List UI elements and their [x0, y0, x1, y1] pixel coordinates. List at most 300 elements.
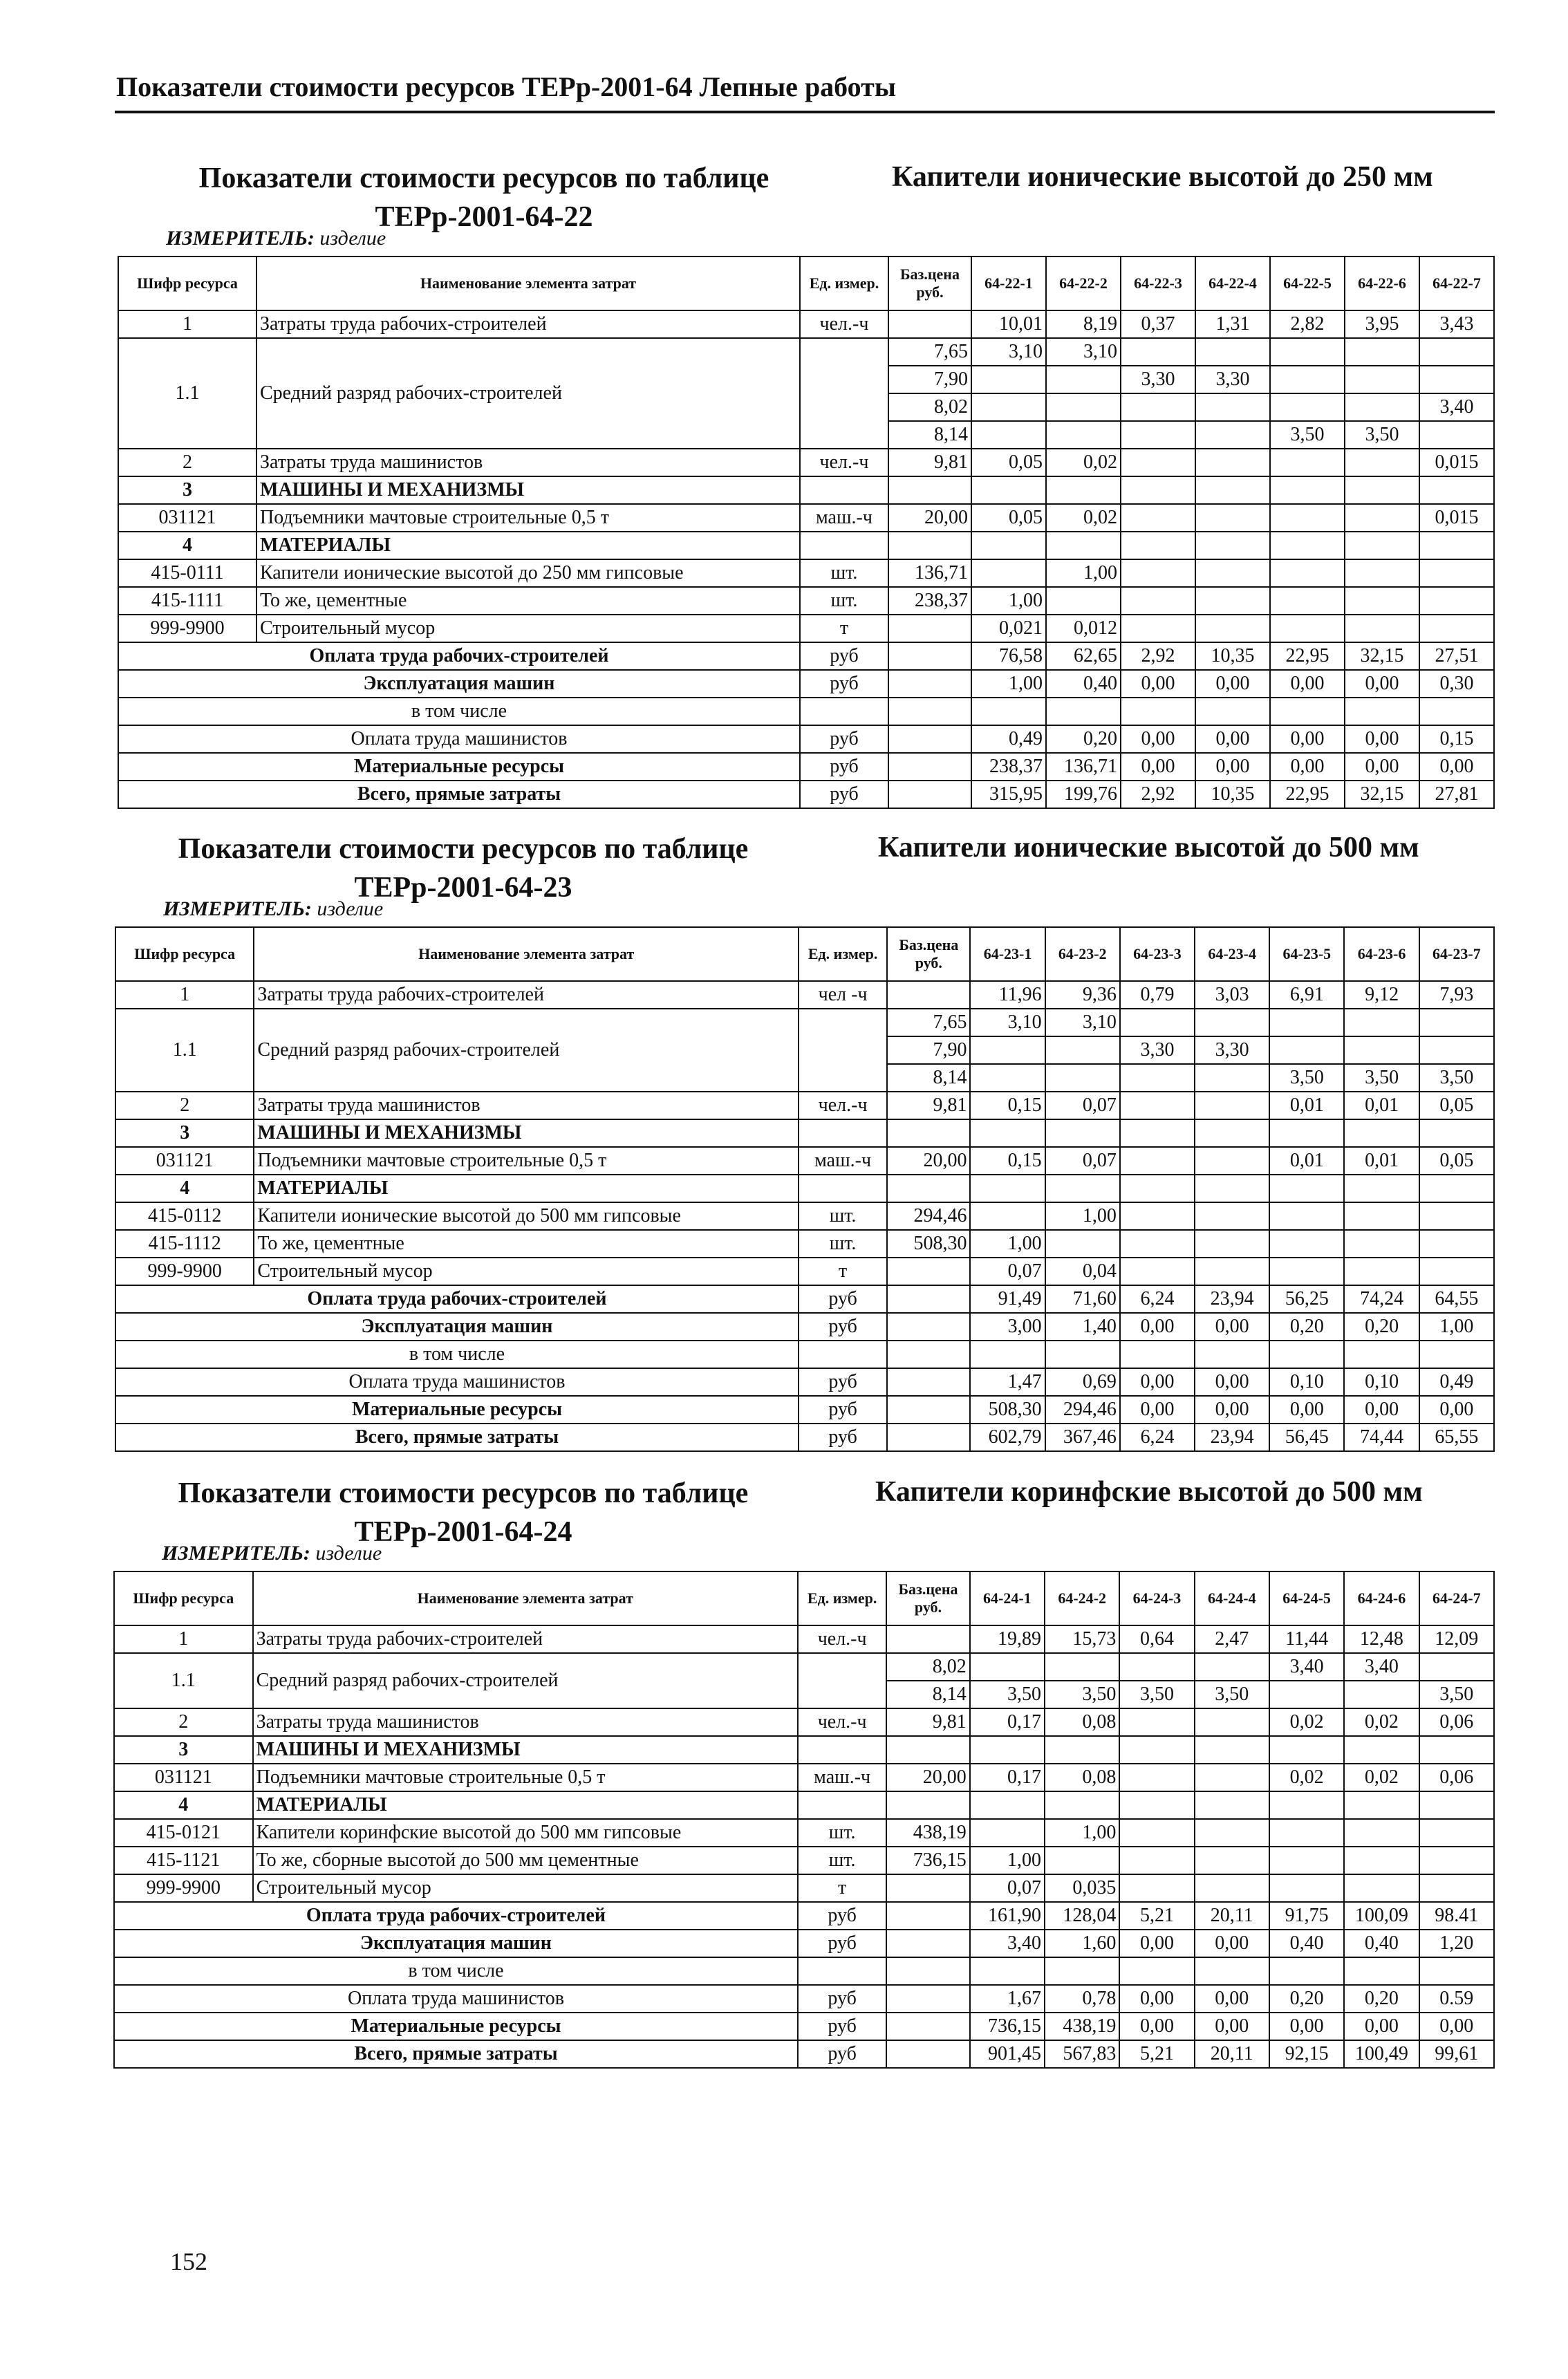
column-header-rate: 64-22-1: [971, 256, 1046, 310]
cell-code: 4: [114, 1791, 253, 1819]
meter-value: изделие: [319, 227, 386, 250]
column-header-rate: 64-22-5: [1270, 256, 1345, 310]
cell-value: 0,08: [1045, 1764, 1119, 1791]
cell-value: 3,50: [1045, 1681, 1119, 1708]
cell-value: [1419, 615, 1494, 642]
cell-name: Затраты труда машинистов: [253, 1708, 798, 1736]
summary-value: 0,20: [1344, 1985, 1419, 2013]
column-header-code: Шифр ресурса: [118, 256, 256, 310]
cell-price: [888, 476, 971, 504]
cell-value: 1,00: [970, 1230, 1045, 1258]
summary-label: в том числе: [115, 1341, 799, 1368]
cell-value: [1119, 1764, 1194, 1791]
cell-value: [1419, 1009, 1494, 1036]
cell-value: 11,96: [970, 981, 1045, 1009]
summary-value: 0,00: [1419, 753, 1494, 781]
cell-value: 0,04: [1045, 1258, 1120, 1285]
summary-value: 0,00: [1119, 2013, 1194, 2040]
summary-value: 1,00: [1419, 1313, 1494, 1341]
table-row: [115, 981, 1494, 1009]
cell-value: [1195, 421, 1270, 449]
summary-price: [886, 2040, 969, 2068]
summary-value: 0,00: [1121, 753, 1195, 781]
cell-value: [1419, 559, 1494, 587]
cell-value: [1419, 366, 1494, 393]
cell-unit: шт.: [798, 1819, 886, 1847]
summary-price: [887, 1368, 970, 1396]
table-row: [115, 1147, 1494, 1175]
resource-table: [118, 256, 1495, 809]
table-row: [118, 587, 1494, 615]
cell-value: [970, 1819, 1045, 1847]
cell-value: [1419, 476, 1494, 504]
cell-value: [1345, 587, 1419, 615]
cell-value: [1419, 1819, 1494, 1847]
summary-value: [970, 1957, 1045, 1985]
cell-price: 508,30: [887, 1230, 970, 1258]
cell-name: Средний разряд рабочих-строителей: [254, 1009, 799, 1092]
cell-value: [1195, 1736, 1269, 1764]
summary-row: [115, 1368, 1494, 1396]
cell-value: [1269, 1036, 1344, 1064]
cell-value: [1269, 1736, 1344, 1764]
cell-code: 2: [118, 449, 256, 476]
summary-value: [1120, 1341, 1195, 1368]
cell-name: Строительный мусор: [253, 1874, 798, 1902]
cell-value: [970, 1653, 1045, 1681]
cell-value: [1120, 1009, 1195, 1036]
summary-unit: руб: [799, 1368, 887, 1396]
column-header-rate: 64-23-6: [1344, 927, 1419, 981]
summary-value: [1269, 1341, 1344, 1368]
section-subtitle: Капители ионические высотой до 250 мм: [892, 161, 1433, 193]
summary-value: 0,20: [1344, 1313, 1419, 1341]
cell-price: [886, 1625, 969, 1653]
cell-value: [1195, 1147, 1269, 1175]
table-row: [114, 1736, 1494, 1764]
cell-value: [1195, 1653, 1269, 1681]
summary-row: [118, 725, 1494, 753]
summary-value: 0,00: [1270, 753, 1345, 781]
cell-value: [1344, 1736, 1419, 1764]
summary-unit: [798, 1957, 886, 1985]
cell-value: [1270, 587, 1345, 615]
cell-value: [971, 366, 1046, 393]
column-header-rate: 64-22-3: [1121, 256, 1195, 310]
cell-value: [1121, 449, 1195, 476]
cell-value: 0,79: [1120, 981, 1195, 1009]
cell-price: 20,00: [887, 1147, 970, 1175]
summary-value: [970, 1341, 1045, 1368]
summary-label: Эксплуатация машин: [118, 670, 800, 698]
cell-value: [1045, 1653, 1119, 1681]
cell-value: 2,47: [1195, 1625, 1269, 1653]
cell-value: 0,06: [1419, 1764, 1494, 1791]
table-row: [115, 1230, 1494, 1258]
cell-value: [1120, 1175, 1195, 1202]
cell-value: [1344, 1874, 1419, 1902]
cell-value: 0,05: [971, 504, 1046, 532]
cell-unit: чел.-ч: [799, 1092, 887, 1119]
summary-value: [1045, 1957, 1119, 1985]
summary-value: 0,00: [1344, 2013, 1419, 2040]
cell-price: [886, 1791, 969, 1819]
summary-value: 736,15: [970, 2013, 1045, 2040]
meter-value: изделие: [317, 897, 384, 920]
cell-value: [1119, 1819, 1194, 1847]
cell-value: [1269, 1847, 1344, 1874]
cell-value: 0,02: [1269, 1708, 1344, 1736]
summary-unit: руб: [798, 2040, 886, 2068]
table-row: [115, 1009, 1494, 1036]
cell-unit: шт.: [798, 1847, 886, 1874]
cell-name: МАШИНЫ И МЕХАНИЗМЫ: [254, 1119, 799, 1147]
cell-value: [1270, 393, 1345, 421]
summary-value: 22,95: [1270, 642, 1345, 670]
summary-value: 0,00: [1419, 1396, 1494, 1424]
summary-value: 1,20: [1419, 1930, 1494, 1957]
table-row: [118, 338, 1494, 366]
summary-value: 0,00: [1120, 1396, 1195, 1424]
cell-price: [887, 1175, 970, 1202]
summary-label: Эксплуатация машин: [115, 1313, 799, 1341]
summary-value: [1419, 1341, 1494, 1368]
summary-value: 1,67: [970, 1985, 1045, 2013]
column-header-code: Шифр ресурса: [114, 1571, 253, 1625]
cell-code: 1: [118, 310, 256, 338]
summary-value: 23,94: [1195, 1424, 1269, 1451]
summary-value: 0,00: [1270, 725, 1345, 753]
summary-value: 0,00: [1344, 1396, 1419, 1424]
cell-value: [970, 1791, 1045, 1819]
cell-value: 0,05: [1419, 1147, 1494, 1175]
summary-label: Оплата труда рабочих-строителей: [118, 642, 800, 670]
cell-value: 0,01: [1344, 1092, 1419, 1119]
cell-value: [1121, 338, 1195, 366]
cell-value: 0,015: [1419, 504, 1494, 532]
summary-value: 32,15: [1345, 642, 1419, 670]
column-header-price: Баз.цена руб.: [886, 1571, 969, 1625]
cell-value: [1345, 393, 1419, 421]
cell-code: 1: [115, 981, 254, 1009]
page-header: Показатели стоимости ресурсов ТЕРр-2001-64 Лепные работы: [116, 71, 897, 102]
cell-name: Затраты труда рабочих-строителей: [253, 1625, 798, 1653]
cell-value: [971, 532, 1046, 559]
summary-value: 0,00: [1195, 1930, 1269, 1957]
cell-value: 0,17: [970, 1708, 1045, 1736]
cell-value: [1344, 1202, 1419, 1230]
cell-unit: шт.: [800, 587, 888, 615]
summary-row: [114, 1985, 1494, 2013]
cell-name: МАТЕРИАЛЫ: [254, 1175, 799, 1202]
summary-unit: руб: [800, 781, 888, 808]
summary-value: 56,45: [1269, 1424, 1344, 1451]
summary-value: 0,40: [1046, 670, 1121, 698]
summary-value: 23,94: [1195, 1285, 1269, 1313]
summary-value: [1195, 1341, 1269, 1368]
meter-label: ИЗМЕРИТЕЛЬ:: [162, 1542, 310, 1565]
table-row: [118, 310, 1494, 338]
cell-value: [971, 476, 1046, 504]
summary-unit: руб: [799, 1313, 887, 1341]
cell-code: 415-1112: [115, 1230, 254, 1258]
cell-value: [1419, 1736, 1494, 1764]
cell-value: 0,01: [1344, 1147, 1419, 1175]
section-title: Показатели стоимости ресурсов по таблице ТЕРр-2001-64-24: [178, 1477, 749, 1548]
cell-value: [1120, 1258, 1195, 1285]
cell-name: То же, цементные: [256, 587, 800, 615]
cell-unit: т: [798, 1874, 886, 1902]
table-row: [114, 1625, 1494, 1653]
cell-value: [1195, 532, 1270, 559]
cell-value: [1419, 421, 1494, 449]
summary-row: [115, 1313, 1494, 1341]
summary-value: 71,60: [1045, 1285, 1120, 1313]
summary-row: [114, 1902, 1494, 1930]
cell-value: [1195, 1764, 1269, 1791]
summary-price: [887, 1341, 970, 1368]
column-header-rate: 64-23-3: [1120, 927, 1195, 981]
cell-value: 0,01: [1269, 1092, 1344, 1119]
cell-price: [887, 981, 970, 1009]
cell-value: [1121, 393, 1195, 421]
cell-name: То же, сборные высотой до 500 мм цементные: [253, 1847, 798, 1874]
cell-code: 031121: [114, 1764, 253, 1791]
summary-value: 76,58: [971, 642, 1046, 670]
cell-value: 2,82: [1270, 310, 1345, 338]
summary-value: 438,19: [1045, 2013, 1119, 2040]
column-header-rate: 64-23-1: [970, 927, 1045, 981]
page-number: 152: [170, 2248, 207, 2275]
cell-value: [1045, 1036, 1120, 1064]
summary-value: 0.59: [1419, 1985, 1494, 2013]
cell-value: [1419, 532, 1494, 559]
summary-value: 0,40: [1344, 1930, 1419, 1957]
summary-row: [118, 781, 1494, 808]
summary-value: 0,00: [1345, 753, 1419, 781]
summary-label: Оплата труда рабочих-строителей: [114, 1902, 798, 1930]
cell-value: [1270, 532, 1345, 559]
summary-value: 91,75: [1269, 1902, 1344, 1930]
cell-name: Капители ионические высотой до 500 мм гипсовые: [254, 1202, 799, 1230]
cell-value: [1195, 587, 1270, 615]
summary-price: [887, 1424, 970, 1451]
summary-value: 98.41: [1419, 1902, 1494, 1930]
cell-price: 438,19: [886, 1819, 969, 1847]
section-title: Показатели стоимости ресурсов по таблице ТЕРр-2001-64-23: [178, 833, 749, 904]
cell-value: [1046, 366, 1121, 393]
cell-unit: [800, 532, 888, 559]
summary-value: 20,11: [1195, 1902, 1269, 1930]
cell-value: [1046, 393, 1121, 421]
cell-name: МАШИНЫ И МЕХАНИЗМЫ: [256, 476, 800, 504]
summary-value: 0,69: [1045, 1368, 1120, 1396]
cell-price: 20,00: [888, 504, 971, 532]
summary-label: в том числе: [118, 698, 800, 725]
cell-value: [1195, 1175, 1269, 1202]
cell-value: [1419, 587, 1494, 615]
summary-value: 0,20: [1046, 725, 1121, 753]
cell-value: 0,06: [1419, 1708, 1494, 1736]
cell-price: [888, 310, 971, 338]
cell-code: 031121: [115, 1147, 254, 1175]
cell-code: 999-9900: [118, 615, 256, 642]
table-row: [118, 449, 1494, 476]
column-header-rate: 64-22-2: [1046, 256, 1121, 310]
cell-value: [1419, 1119, 1494, 1147]
cell-value: [970, 1064, 1045, 1092]
cell-value: [1120, 1230, 1195, 1258]
cell-value: [1195, 393, 1270, 421]
section-subtitle: Капители коринфские высотой до 500 мм: [875, 1476, 1423, 1508]
column-header-rate: 64-24-6: [1344, 1571, 1419, 1625]
summary-value: 161,90: [970, 1902, 1045, 1930]
cell-value: 0,02: [1344, 1764, 1419, 1791]
table-row: [115, 1175, 1494, 1202]
table-row: [114, 1847, 1494, 1874]
summary-unit: руб: [799, 1285, 887, 1313]
cell-unit: [799, 1009, 887, 1092]
summary-value: 6,24: [1120, 1285, 1195, 1313]
summary-value: 99,61: [1419, 2040, 1494, 2068]
cell-value: 0,02: [1046, 449, 1121, 476]
cell-price: 9,81: [888, 449, 971, 476]
cell-unit: чел.-ч: [798, 1708, 886, 1736]
cell-value: [1419, 1175, 1494, 1202]
cell-value: [1270, 338, 1345, 366]
cell-value: 3,50: [1270, 421, 1345, 449]
summary-value: 2,92: [1121, 781, 1195, 808]
cell-unit: шт.: [799, 1230, 887, 1258]
cell-value: [1344, 1119, 1419, 1147]
summary-price: [886, 1985, 969, 2013]
summary-value: 1,60: [1045, 1930, 1119, 1957]
cell-value: 1,00: [1045, 1202, 1120, 1230]
column-header-name: Наименование элемента затрат: [253, 1571, 798, 1625]
cell-value: [1045, 1736, 1119, 1764]
summary-value: 0,10: [1269, 1368, 1344, 1396]
summary-value: 27,81: [1419, 781, 1494, 808]
cell-code: 415-0111: [118, 559, 256, 587]
cell-value: [1419, 1258, 1494, 1285]
column-header-rate: 64-24-4: [1195, 1571, 1269, 1625]
cell-name: Затраты труда машинистов: [254, 1092, 799, 1119]
summary-value: 1,00: [971, 670, 1046, 698]
summary-price: [886, 1902, 969, 1930]
summary-row: [118, 670, 1494, 698]
summary-row: [115, 1285, 1494, 1313]
cell-value: [1269, 1202, 1344, 1230]
table-row: [114, 1653, 1494, 1681]
cell-value: [1195, 615, 1270, 642]
cell-unit: [800, 476, 888, 504]
cell-value: 12,48: [1344, 1625, 1419, 1653]
cell-name: Капители ионические высотой до 250 мм гипсовые: [256, 559, 800, 587]
summary-label: Эксплуатация машин: [114, 1930, 798, 1957]
summary-value: 74,44: [1344, 1424, 1419, 1451]
cell-value: [971, 559, 1046, 587]
cell-unit: т: [800, 615, 888, 642]
summary-price: [888, 698, 971, 725]
cell-value: [1269, 1230, 1344, 1258]
cell-value: 0,07: [970, 1874, 1045, 1902]
cell-code: 1: [114, 1625, 253, 1653]
summary-value: 5,21: [1119, 2040, 1194, 2068]
summary-unit: руб: [800, 670, 888, 698]
meter-line: [162, 1542, 382, 1565]
cell-price: 9,81: [886, 1708, 969, 1736]
cell-value: [970, 1202, 1045, 1230]
cell-value: [1045, 1847, 1119, 1874]
cell-value: [1045, 1119, 1120, 1147]
cell-value: [1046, 421, 1121, 449]
cell-value: [1419, 1847, 1494, 1874]
column-header-unit: Ед. измер.: [799, 927, 887, 981]
summary-label: Всего, прямые затраты: [114, 2040, 798, 2068]
cell-value: [1121, 532, 1195, 559]
summary-unit: руб: [798, 1930, 886, 1957]
table-header-row: [114, 1571, 1494, 1625]
cell-value: [1195, 1819, 1269, 1847]
cell-value: [1046, 476, 1121, 504]
summary-value: [1419, 698, 1494, 725]
summary-value: [1345, 698, 1419, 725]
cell-value: [1419, 1874, 1494, 1902]
cell-value: 9,36: [1045, 981, 1120, 1009]
column-header-rate: 64-22-4: [1195, 256, 1270, 310]
summary-value: 2,92: [1121, 642, 1195, 670]
cell-value: [1046, 587, 1121, 615]
cell-unit: [798, 1653, 886, 1708]
cell-price: 8,02: [886, 1653, 969, 1681]
cell-value: [1121, 476, 1195, 504]
cell-value: [1121, 587, 1195, 615]
cell-value: [1419, 1653, 1494, 1681]
cell-value: 0,07: [970, 1258, 1045, 1285]
cell-value: [1270, 476, 1345, 504]
cell-value: [1121, 615, 1195, 642]
summary-value: 0,00: [1345, 725, 1419, 753]
cell-value: [971, 393, 1046, 421]
summary-label: Материальные ресурсы: [118, 753, 800, 781]
cell-value: [1419, 1230, 1494, 1258]
summary-unit: руб: [798, 1985, 886, 2013]
resource-table: [115, 926, 1495, 1452]
cell-price: [887, 1258, 970, 1285]
cell-price: 20,00: [886, 1764, 969, 1791]
summary-value: [1344, 1341, 1419, 1368]
cell-value: [1119, 1736, 1194, 1764]
cell-price: [888, 615, 971, 642]
summary-price: [886, 1957, 969, 1985]
table-row: [118, 615, 1494, 642]
cell-value: [1195, 1847, 1269, 1874]
summary-value: [1344, 1957, 1419, 1985]
column-header-rate: 64-22-6: [1345, 256, 1419, 310]
cell-unit: шт.: [800, 559, 888, 587]
cell-name: Затраты труда машинистов: [256, 449, 800, 476]
summary-unit: руб: [800, 642, 888, 670]
cell-value: [1419, 1791, 1494, 1819]
summary-price: [888, 725, 971, 753]
cell-value: 10,01: [971, 310, 1046, 338]
summary-value: 0,49: [971, 725, 1046, 753]
cell-value: 3,50: [1269, 1064, 1344, 1092]
table-header-row: [115, 927, 1494, 981]
cell-value: 0,07: [1045, 1092, 1120, 1119]
cell-value: 15,73: [1045, 1625, 1119, 1653]
cell-value: [1345, 338, 1419, 366]
